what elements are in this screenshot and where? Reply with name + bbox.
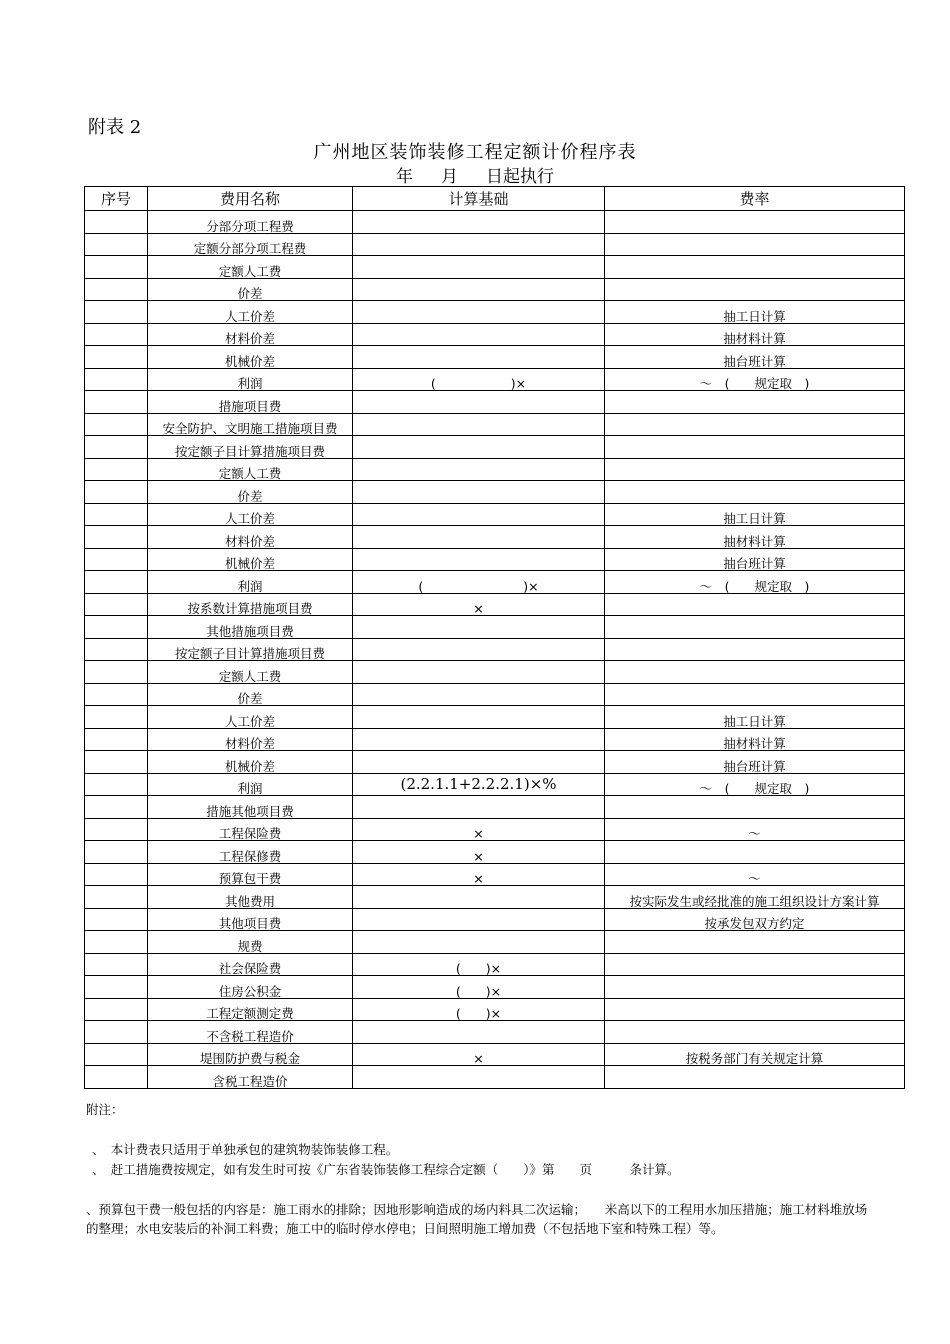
table-row	[85, 773, 905, 796]
row-rate	[605, 458, 905, 481]
note-item-2: 、 赶工措施费按规定，如有发生时可按《广东省装饰装修工程综合定额（ ）》第 页 条计算。	[92, 1162, 680, 1177]
row-basis	[353, 391, 605, 414]
row-seq-cell	[85, 278, 148, 301]
table-row	[85, 908, 905, 931]
row-seq-cell	[85, 458, 148, 481]
row-rate	[605, 391, 905, 414]
note-item-1: 、 本计费表只适用于单独承包的建筑物装饰装修工程。	[92, 1142, 399, 1157]
row-rate: 抽材料计算	[605, 323, 905, 346]
table-row	[85, 571, 905, 594]
row-basis: ( )×	[353, 953, 605, 976]
row-basis	[353, 526, 605, 549]
row-rate: ～ ( 规定取 )	[605, 571, 905, 594]
row-rate	[605, 796, 905, 819]
row-fee-name: 安全防护、文明施工措施项目费	[148, 413, 353, 436]
table-row	[85, 436, 905, 459]
row-seq-cell	[85, 998, 148, 1021]
row-fee-name: 定额人工费	[148, 661, 353, 684]
row-rate	[605, 683, 905, 706]
row-fee-name: 工程定额测定费	[148, 998, 353, 1021]
row-fee-name: 预算包干费	[148, 863, 353, 886]
row-seq-cell	[85, 931, 148, 954]
row-fee-name: 价差	[148, 481, 353, 504]
row-fee-name: 利润	[148, 773, 353, 796]
date-line	[0, 162, 950, 187]
row-rate: ～ ( 规定取 )	[605, 773, 905, 796]
table-row	[85, 481, 905, 504]
row-rate	[605, 661, 905, 684]
row-fee-name: 社会保险费	[148, 953, 353, 976]
row-rate: 抽材料计算	[605, 526, 905, 549]
row-fee-name: 价差	[148, 278, 353, 301]
row-basis: ×	[353, 863, 605, 886]
notes-label: 附注：	[86, 1102, 124, 1117]
table-row	[85, 976, 905, 999]
table-row	[85, 458, 905, 481]
row-fee-name: 按定额子目计算措施项目费	[148, 436, 353, 459]
fee-procedure-table	[84, 186, 905, 1089]
table-row	[85, 998, 905, 1021]
row-rate: ～	[605, 863, 905, 886]
row-fee-name: 人工价差	[148, 706, 353, 729]
row-seq-cell	[85, 683, 148, 706]
table-row	[85, 931, 905, 954]
row-basis	[353, 908, 605, 931]
row-seq-cell	[85, 368, 148, 391]
row-rate	[605, 841, 905, 864]
document-title: 广州地区装饰装修工程定额计价程序表	[313, 142, 637, 163]
row-fee-name: 价差	[148, 683, 353, 706]
row-fee-name: 按定额子目计算措施项目费	[148, 638, 353, 661]
row-seq-cell	[85, 1043, 148, 1066]
row-seq-cell	[85, 346, 148, 369]
row-basis	[353, 931, 605, 954]
row-basis	[353, 548, 605, 571]
row-seq-cell	[85, 728, 148, 751]
row-rate	[605, 593, 905, 616]
row-rate	[605, 436, 905, 459]
col-header-seq: 序号	[85, 187, 148, 211]
table-row	[85, 211, 905, 234]
row-fee-name: 定额分部分项工程费	[148, 233, 353, 256]
table-row	[85, 278, 905, 301]
row-rate: ～ ( 规定取 )	[605, 368, 905, 391]
table-row	[85, 233, 905, 256]
row-rate	[605, 256, 905, 279]
col-header-rate: 费率	[605, 187, 905, 211]
row-basis	[353, 256, 605, 279]
row-seq-cell	[85, 301, 148, 324]
row-rate	[605, 278, 905, 301]
row-seq-cell	[85, 391, 148, 414]
table-row	[85, 256, 905, 279]
row-fee-name: 利润	[148, 368, 353, 391]
row-seq-cell	[85, 706, 148, 729]
row-basis	[353, 1066, 605, 1089]
row-basis	[353, 278, 605, 301]
row-basis: ( )×	[353, 998, 605, 1021]
row-rate	[605, 638, 905, 661]
table-row	[85, 818, 905, 841]
row-rate: 抽材料计算	[605, 728, 905, 751]
row-fee-name: 工程保修费	[148, 841, 353, 864]
table-row	[85, 503, 905, 526]
row-basis	[353, 481, 605, 504]
appendix-label: 附表 2	[88, 117, 142, 138]
row-basis	[353, 503, 605, 526]
row-rate	[605, 616, 905, 639]
row-basis	[353, 751, 605, 774]
table-row	[85, 526, 905, 549]
row-basis	[353, 1021, 605, 1044]
row-basis: (2.2.1.1+2.2.2.1)×%	[353, 773, 605, 796]
row-basis	[353, 638, 605, 661]
table-row	[85, 1021, 905, 1044]
col-header-basis: 计算基础	[353, 187, 605, 211]
row-rate: 抽工日计算	[605, 503, 905, 526]
row-seq-cell	[85, 1021, 148, 1044]
table-row	[85, 841, 905, 864]
row-seq-cell	[85, 548, 148, 571]
row-fee-name: 堤围防护费与税金	[148, 1043, 353, 1066]
row-seq-cell	[85, 616, 148, 639]
row-seq-cell	[85, 886, 148, 909]
table-row	[85, 886, 905, 909]
row-seq-cell	[85, 818, 148, 841]
row-basis: ×	[353, 841, 605, 864]
row-seq-cell	[85, 863, 148, 886]
row-seq-cell	[85, 953, 148, 976]
row-seq-cell	[85, 323, 148, 346]
row-fee-name: 人工价差	[148, 503, 353, 526]
row-rate: ～	[605, 818, 905, 841]
row-basis	[353, 683, 605, 706]
table-row	[85, 728, 905, 751]
table-row	[85, 616, 905, 639]
row-rate	[605, 233, 905, 256]
col-header-fee-name: 费用名称	[148, 187, 353, 211]
row-seq-cell	[85, 976, 148, 999]
row-rate	[605, 976, 905, 999]
row-basis	[353, 706, 605, 729]
row-rate	[605, 953, 905, 976]
table-row	[85, 391, 905, 414]
row-fee-name: 措施项目费	[148, 391, 353, 414]
row-rate: 抽台班计算	[605, 346, 905, 369]
table-body	[85, 211, 905, 1089]
row-fee-name: 定额人工费	[148, 458, 353, 481]
row-rate: 抽工日计算	[605, 706, 905, 729]
row-rate: 按实际发生或经批准的施工组织设计方案计算	[605, 886, 905, 909]
row-basis: ×	[353, 818, 605, 841]
row-fee-name: 定额人工费	[148, 256, 353, 279]
table-row	[85, 413, 905, 436]
row-basis	[353, 436, 605, 459]
table-row	[85, 661, 905, 684]
table-row	[85, 796, 905, 819]
table-row	[85, 683, 905, 706]
row-seq-cell	[85, 796, 148, 819]
row-fee-name: 分部分项工程费	[148, 211, 353, 234]
table-row	[85, 638, 905, 661]
row-basis	[353, 796, 605, 819]
table-row	[85, 301, 905, 324]
row-seq-cell	[85, 526, 148, 549]
table-row	[85, 368, 905, 391]
row-seq-cell	[85, 908, 148, 931]
row-fee-name: 措施其他项目费	[148, 796, 353, 819]
table-row	[85, 706, 905, 729]
row-fee-name: 机械价差	[148, 751, 353, 774]
date-month: 月	[441, 167, 458, 187]
row-fee-name: 利润	[148, 571, 353, 594]
table-row	[85, 863, 905, 886]
row-rate: 按承发包双方约定	[605, 908, 905, 931]
row-fee-name: 不含税工程造价	[148, 1021, 353, 1044]
row-seq-cell	[85, 211, 148, 234]
row-basis	[353, 233, 605, 256]
row-basis: ×	[353, 593, 605, 616]
row-seq-cell	[85, 256, 148, 279]
row-fee-name: 规费	[148, 931, 353, 954]
row-fee-name: 住房公积金	[148, 976, 353, 999]
row-seq-cell	[85, 413, 148, 436]
row-rate	[605, 1066, 905, 1089]
row-fee-name: 材料价差	[148, 526, 353, 549]
row-basis	[353, 413, 605, 436]
row-fee-name: 其他项目费	[148, 908, 353, 931]
row-fee-name: 其他措施项目费	[148, 616, 353, 639]
row-basis	[353, 886, 605, 909]
table-row	[85, 1043, 905, 1066]
row-rate	[605, 413, 905, 436]
row-rate	[605, 931, 905, 954]
date-year: 年	[396, 167, 413, 187]
row-fee-name: 含税工程造价	[148, 1066, 353, 1089]
row-basis: ×	[353, 1043, 605, 1066]
row-rate: 抽台班计算	[605, 548, 905, 571]
date-day-effective: 日起执行	[486, 167, 554, 187]
row-seq-cell	[85, 773, 148, 796]
row-fee-name: 机械价差	[148, 548, 353, 571]
row-basis	[353, 728, 605, 751]
row-rate: 抽台班计算	[605, 751, 905, 774]
row-seq-cell	[85, 638, 148, 661]
table-row	[85, 548, 905, 571]
table-row	[85, 346, 905, 369]
row-fee-name: 材料价差	[148, 323, 353, 346]
row-rate	[605, 1021, 905, 1044]
row-rate: 按税务部门有关规定计算	[605, 1043, 905, 1066]
row-fee-name: 工程保险费	[148, 818, 353, 841]
row-basis: ( )×	[353, 368, 605, 391]
table-header-row	[85, 187, 905, 211]
row-basis	[353, 346, 605, 369]
table-row	[85, 953, 905, 976]
table-row	[85, 593, 905, 616]
row-fee-name: 按系数计算措施项目费	[148, 593, 353, 616]
table-row	[85, 1066, 905, 1089]
row-seq-cell	[85, 593, 148, 616]
row-seq-cell	[85, 841, 148, 864]
row-rate	[605, 481, 905, 504]
row-fee-name: 其他费用	[148, 886, 353, 909]
row-seq-cell	[85, 436, 148, 459]
table-row	[85, 323, 905, 346]
row-basis	[353, 661, 605, 684]
row-basis	[353, 616, 605, 639]
row-fee-name: 材料价差	[148, 728, 353, 751]
row-basis: ( )×	[353, 571, 605, 594]
row-basis: ( )×	[353, 976, 605, 999]
row-basis	[353, 458, 605, 481]
row-seq-cell	[85, 661, 148, 684]
table-row	[85, 751, 905, 774]
row-seq-cell	[85, 233, 148, 256]
row-basis	[353, 301, 605, 324]
row-seq-cell	[85, 571, 148, 594]
row-seq-cell	[85, 1066, 148, 1089]
row-rate: 抽工日计算	[605, 301, 905, 324]
row-rate	[605, 998, 905, 1021]
row-basis	[353, 211, 605, 234]
row-fee-name: 机械价差	[148, 346, 353, 369]
row-basis	[353, 323, 605, 346]
row-seq-cell	[85, 481, 148, 504]
row-seq-cell	[85, 503, 148, 526]
row-rate	[605, 211, 905, 234]
row-seq-cell	[85, 751, 148, 774]
row-fee-name: 人工价差	[148, 301, 353, 324]
note-item-3: 、预算包干费一般包括的内容是：施工雨水的排除；因地形影响造成的场内料具二次运输； 米高以下的工程用水加压措施；施工材料堆放场的整理；水电安装后的补洞工料费；施工中的临时停水停电；日间照明施工增加费（不包括地下室和特殊工程）等。	[86, 1202, 868, 1236]
